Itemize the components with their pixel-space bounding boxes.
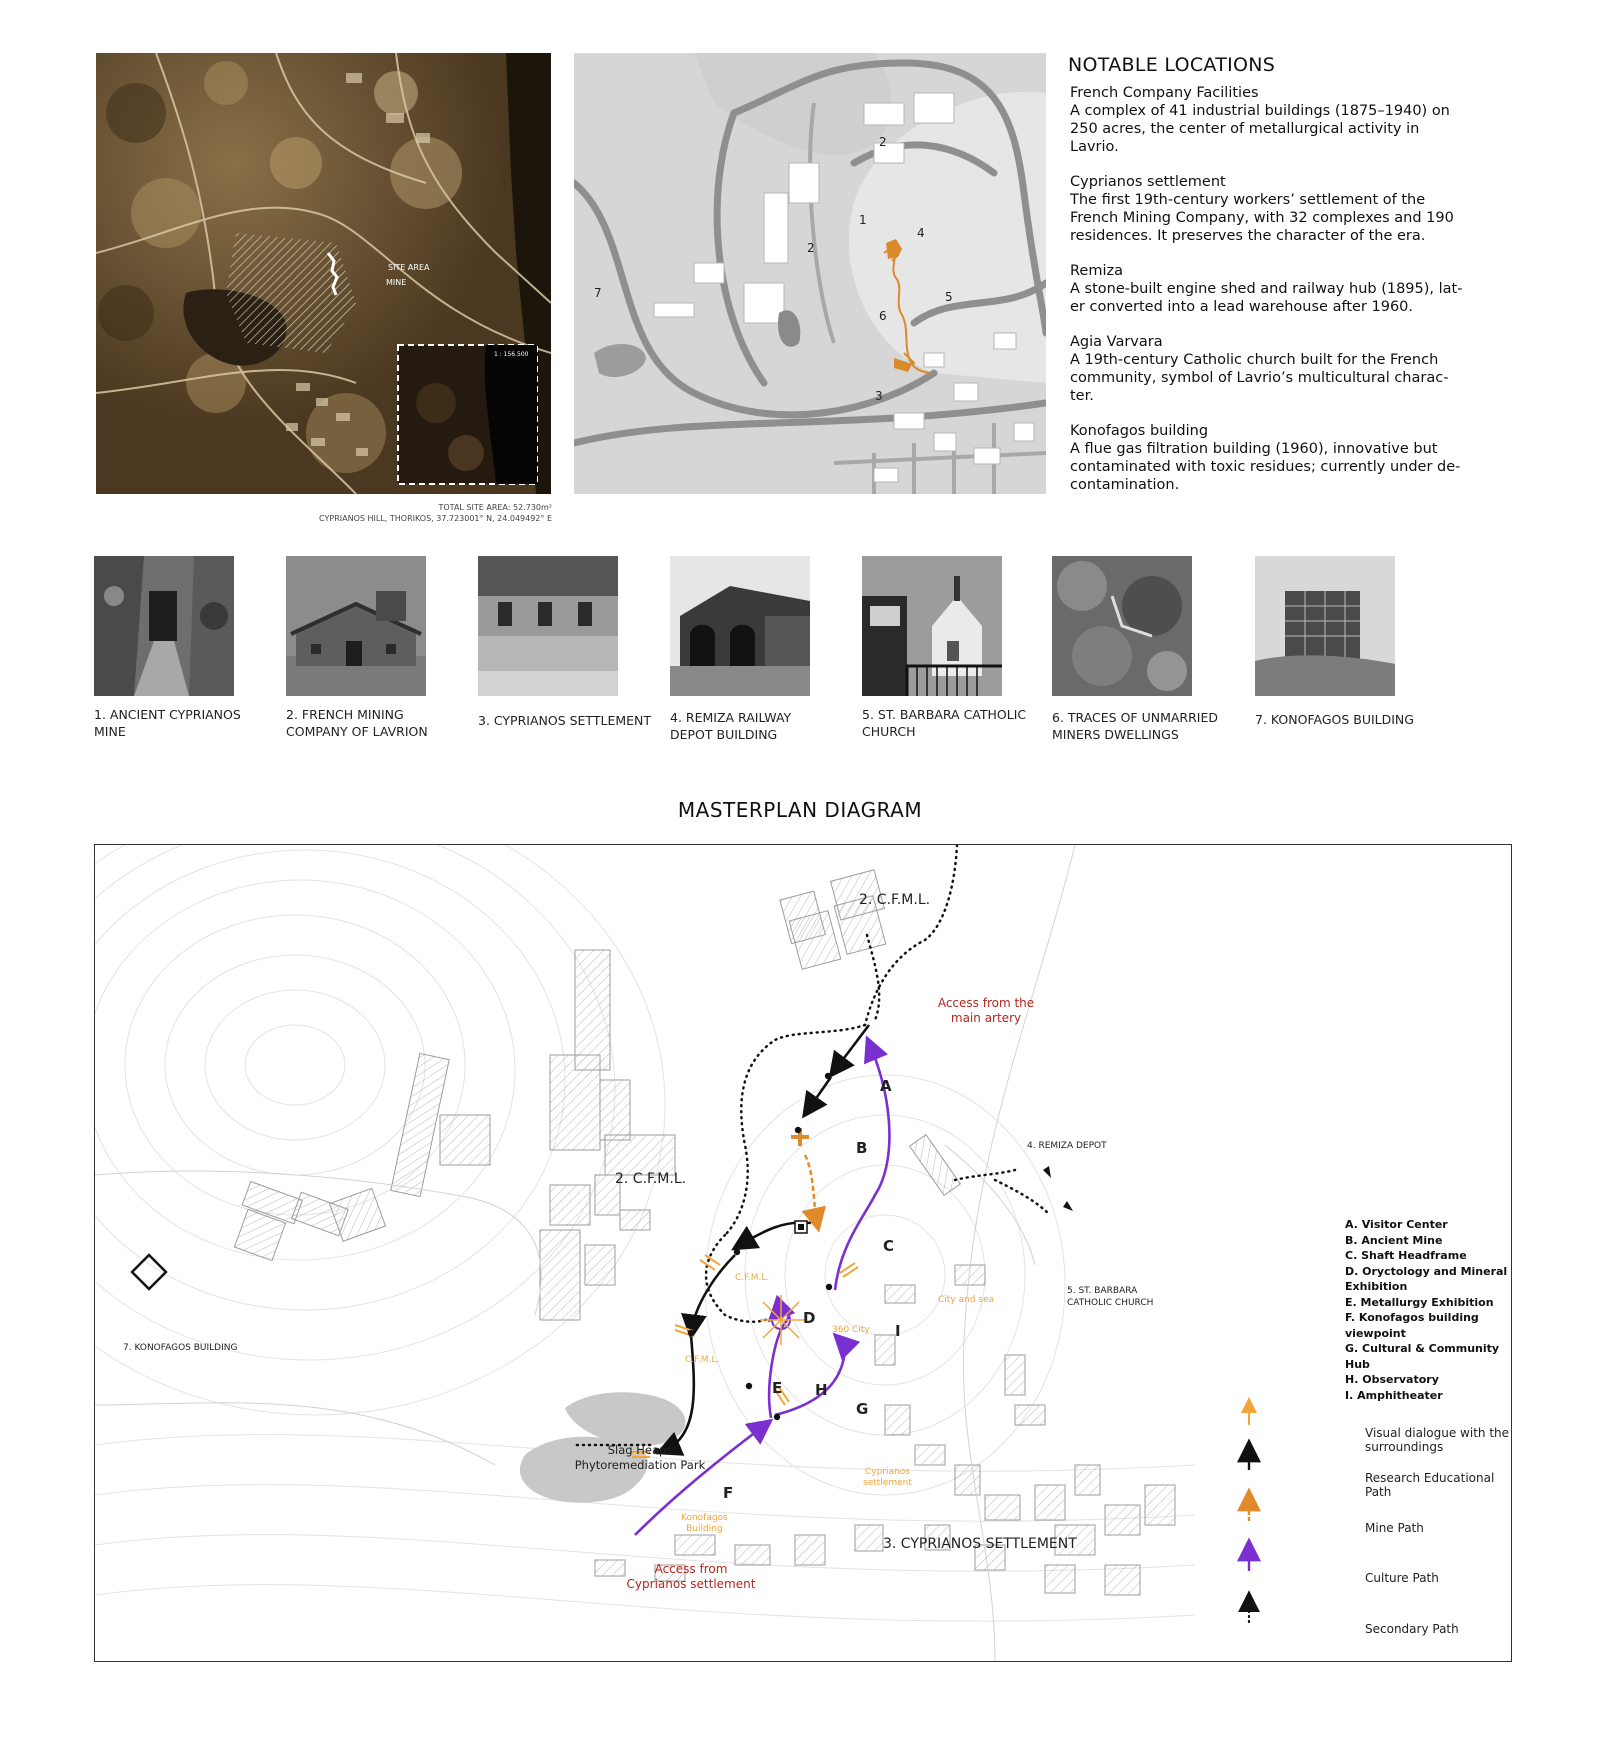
label-line: CATHOLIC CHURCH [1067, 1298, 1154, 1308]
location-body: A 19th-century Catholic church built for the French community, symbol of Lavrio’s multicultural charac-ter. [1070, 352, 1449, 404]
label-line: Slag Heaps [607, 1443, 673, 1457]
caption-line: 3. CYPRIANOS SETTLEMENT [478, 713, 652, 728]
photo-st-barbara [862, 556, 1002, 696]
caption-line: DEPOT BUILDING [670, 727, 778, 742]
location-body: A stone-built engine shed and railway hub (1895), lat-er converted into a lead warehouse after 1960. [1070, 281, 1463, 315]
caption-line: 7. KONOFAGOS BUILDING [1255, 712, 1414, 727]
mine-label: MINE [386, 278, 407, 287]
photo-remiza [670, 556, 810, 696]
aerial-texture [96, 53, 551, 494]
legend-visual: Visual dialogue with the surroundings [1365, 1426, 1510, 1454]
location-title: Cyprianos settlement [1070, 174, 1226, 190]
map-number: 3 [875, 389, 883, 403]
point-h: H [815, 1381, 828, 1399]
label-line: Building [686, 1524, 723, 1534]
aerial-caption [300, 502, 552, 524]
photo-ancient-mine [94, 556, 234, 696]
point-e: E [772, 1379, 783, 1397]
label-line: Access from [654, 1562, 728, 1576]
view-cfml-label-2: C.F.M.L. [685, 1355, 720, 1365]
key-item: A. Visitor Center [1345, 1218, 1448, 1231]
location-entry [1070, 262, 1468, 316]
st-barbara-label [1067, 1285, 1153, 1309]
map-number: 2 [879, 135, 887, 149]
total-site-area: TOTAL SITE AREA: 52.730m² [438, 503, 552, 512]
view-konofagos-label [681, 1513, 728, 1535]
label-line: Konofagos [681, 1513, 728, 1523]
location-entry [1070, 422, 1468, 494]
photo-caption [1052, 709, 1218, 743]
location-map [574, 53, 1046, 494]
notable-locations [1068, 54, 1468, 511]
site-area-label: SITE AREA [388, 263, 430, 272]
masterplan-graphic [95, 845, 1511, 1661]
view-city-sea-label: City and sea [938, 1295, 995, 1305]
photo-caption [94, 706, 241, 740]
label-line: Cyprianos [864, 1467, 910, 1477]
location-entry [1070, 333, 1468, 405]
label-line: Access from the [937, 996, 1035, 1010]
location-entry [1070, 84, 1468, 156]
location-body: A flue gas filtration building (1960), innovative but contaminated with toxic residues; currently under de-contamination. [1070, 441, 1461, 493]
caption-line: MINERS DWELLINGS [1052, 727, 1179, 742]
key-item: B. Ancient Mine [1345, 1233, 1443, 1247]
caption-line: 5. ST. BARBARA CATHOLIC [862, 707, 1027, 722]
legend-culture: Culture Path [1365, 1571, 1439, 1585]
map-number: 7 [594, 286, 602, 300]
cfml-top-label: 2. C.F.M.L. [859, 892, 931, 908]
location-title: French Company Facilities [1070, 85, 1259, 101]
legend-research: Research Educational Path [1365, 1471, 1495, 1499]
point-g: G [856, 1400, 869, 1418]
caption-line: 4. REMIZA RAILWAY [670, 710, 792, 725]
map-number: 2 [807, 241, 815, 255]
key-item: G. Cultural & Community Hub [1345, 1342, 1500, 1371]
key-item: C. Shaft Headframe [1345, 1249, 1467, 1262]
point-i: I [895, 1322, 901, 1340]
view-cfml-label: C.F.M.L. [735, 1273, 770, 1283]
slag-heaps-label [565, 1443, 715, 1473]
aerial-photo [96, 53, 551, 494]
caption-line: 2. FRENCH MINING [286, 707, 404, 722]
settlement-label: 3. CYPRIANOS SETTLEMENT [883, 1536, 1077, 1552]
location-map-graphic [574, 53, 1046, 494]
konofagos-label: 7. KONOFAGOS BUILDING [123, 1343, 238, 1353]
legend-secondary: Secondary Path [1365, 1622, 1459, 1636]
key-item: H. Observatory [1345, 1373, 1439, 1386]
site-coordinates: CYPRIANOS HILL, THORIKOS, 37.723001° N, 24.049492° E [319, 514, 552, 523]
masterplan-title: MASTERPLAN DIAGRAM [677, 798, 923, 822]
location-body: The first 19th-century workers’ settlement of the French Mining Company, with 32 complexes and 190 residences. It preserves the character of the era. [1070, 192, 1454, 244]
map-number: 4 [917, 226, 925, 240]
key-item: D. Oryctology and Mineral Exhibition [1345, 1264, 1508, 1293]
view-cyprianos-label [863, 1467, 912, 1489]
key-item: I. Amphitheater [1345, 1388, 1443, 1402]
key-item: E. Metallurgy Exhibition [1345, 1295, 1494, 1309]
location-entry [1070, 173, 1468, 245]
photo-caption [1255, 711, 1414, 728]
map-number: 6 [879, 309, 887, 323]
legend-mine: Mine Path [1365, 1521, 1424, 1535]
point-d: D [803, 1309, 816, 1327]
label-line: settlement [863, 1478, 912, 1488]
photo-caption [286, 706, 428, 740]
key-item: F. Konofagos building viewpoint [1345, 1311, 1479, 1340]
photo-settlement [478, 556, 618, 696]
location-body: A complex of 41 industrial buildings (1875–1940) on 250 acres, the center of metallurgical activity in Lavrio. [1070, 103, 1450, 155]
caption-line: 6. TRACES OF UNMARRIED [1052, 710, 1218, 725]
caption-line: 1. ANCIENT CYPRIANOS [94, 707, 241, 722]
point-a: A [880, 1077, 892, 1095]
points-key [1345, 1217, 1511, 1403]
location-title: Remiza [1070, 263, 1123, 279]
photo-konofagos [1255, 556, 1395, 696]
caption-line: CHURCH [862, 724, 916, 739]
caption-line: MINE [94, 724, 126, 739]
point-b: B [856, 1139, 868, 1157]
access-main-label [931, 996, 1041, 1026]
inset-scale: 1 : 156.500 [494, 351, 529, 358]
masterplan-diagram [94, 844, 1512, 1662]
photo-caption [862, 706, 1026, 740]
point-f: F [723, 1484, 734, 1502]
location-title: Konofagos building [1070, 423, 1209, 439]
caption-line: COMPANY OF LAVRION [286, 724, 428, 739]
map-number: 5 [945, 290, 953, 304]
label-line: main artery [950, 1011, 1022, 1025]
label-line: Phytoremediation Park [574, 1458, 706, 1472]
label-line: Cyprianos settlement [626, 1577, 756, 1591]
point-c: C [883, 1237, 895, 1255]
photo-caption [670, 709, 791, 743]
notable-title: NOTABLE LOCATIONS [1068, 54, 1276, 76]
label-line: 5. ST. BARBARA [1067, 1286, 1138, 1296]
photo-french-mining [286, 556, 426, 696]
view-360-label: 360 City [832, 1325, 870, 1335]
photo-dwellings [1052, 556, 1192, 696]
remiza-label: 4. REMIZA DEPOT [1027, 1141, 1107, 1151]
photo-caption [478, 712, 651, 729]
cfml-mid-label: 2. C.F.M.L. [615, 1171, 687, 1187]
map-number: 1 [859, 213, 867, 227]
access-settlement-label [621, 1562, 761, 1592]
location-title: Agia Varvara [1070, 334, 1163, 350]
